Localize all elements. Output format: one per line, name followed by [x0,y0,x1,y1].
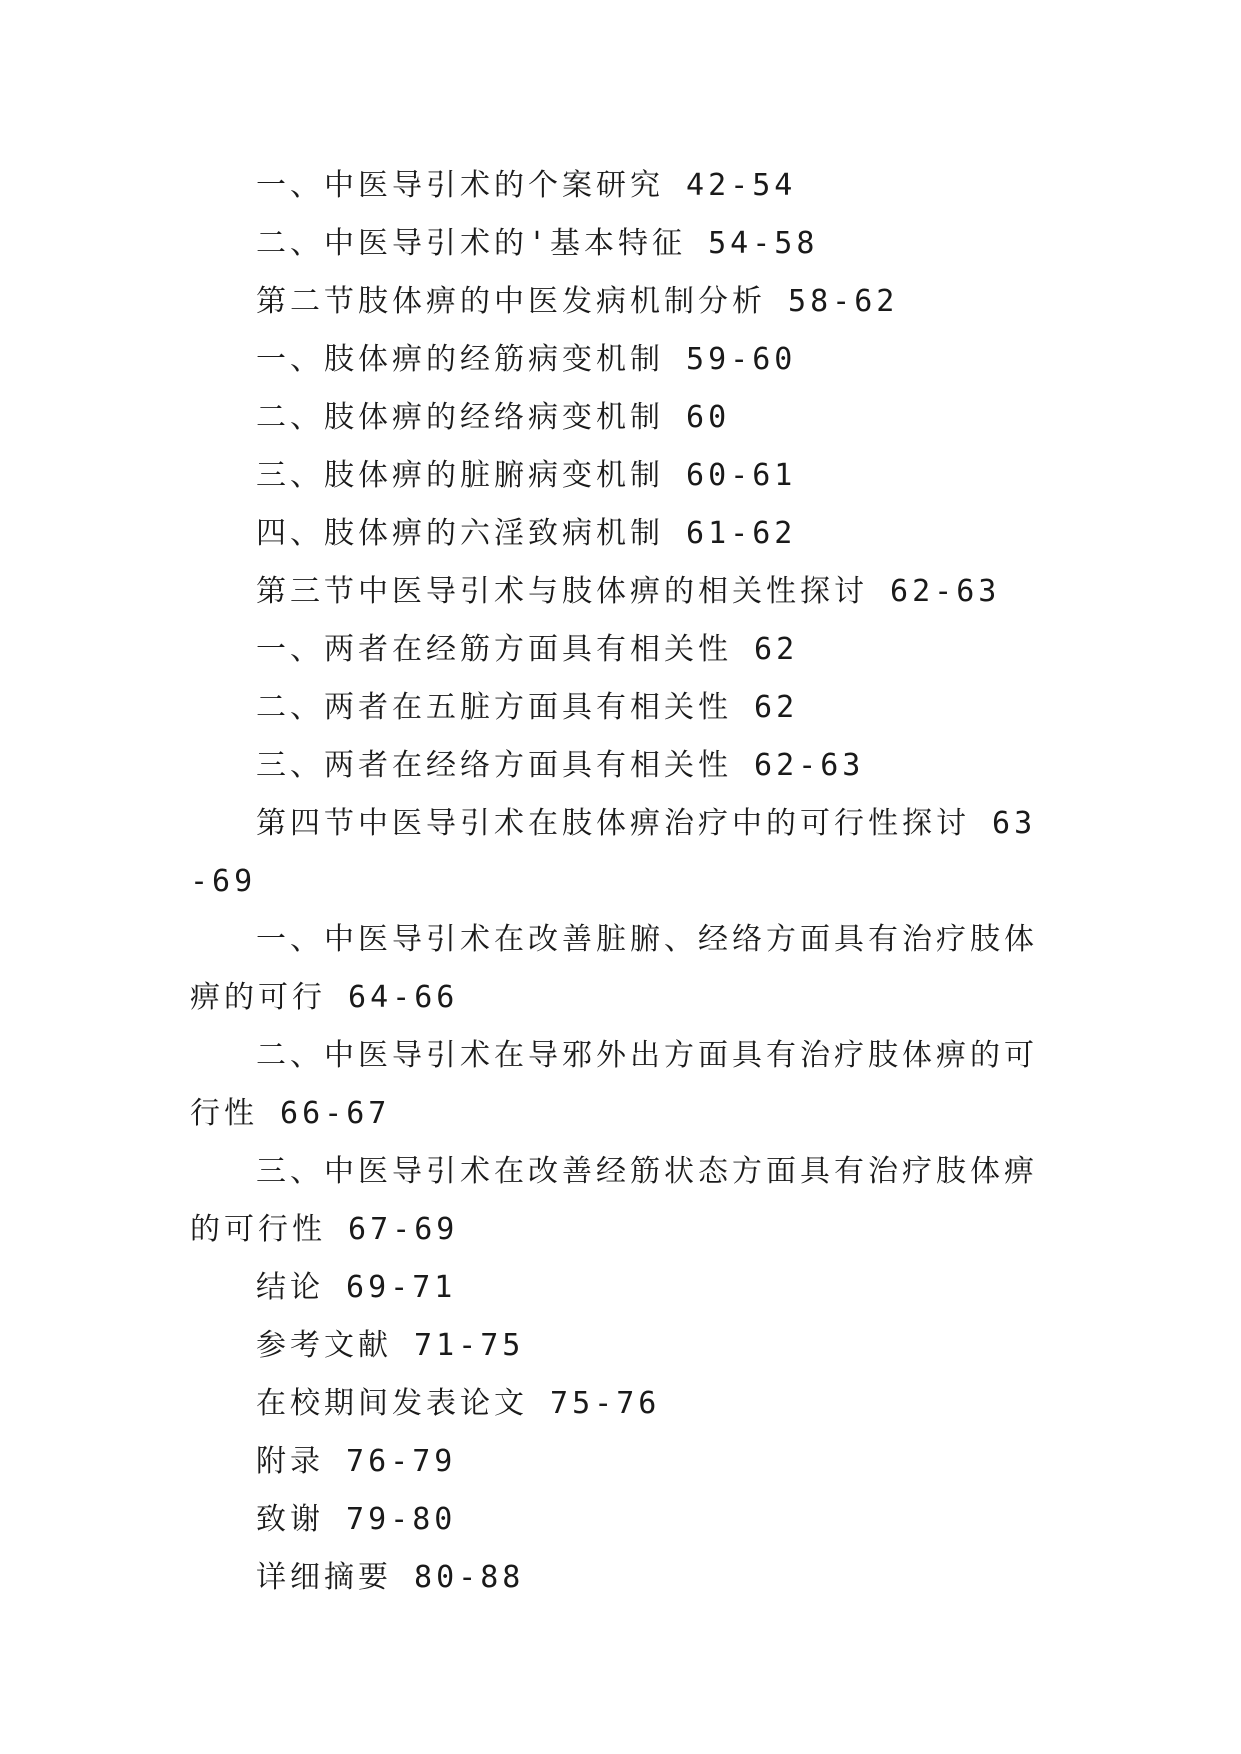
toc-entry: 二、中医导引术的'基本特征 54-58 [256,226,819,261]
toc-entry: 附录 76-79 [256,1444,457,1479]
toc-entry: 四、肢体痹的六淫致病机制 61-62 [256,516,797,551]
toc-entry: 二、两者在五脏方面具有相关性 62 [256,690,799,725]
toc-entry: 第二节肢体痹的中医发病机制分析 58-62 [256,284,899,319]
toc-entry: 详细摘要 80-88 [256,1560,525,1595]
toc-entry: 二、中医导引术在导邪外出方面具有治疗肢体痹的可行性 66-67 [190,1038,1038,1131]
toc-entry: 第三节中医导引术与肢体痹的相关性探讨 62-63 [256,574,1001,609]
toc-entry: 一、中医导引术在改善脏腑、经络方面具有治疗肢体痹的可行 64-66 [190,922,1038,1015]
toc-entry: 三、两者在经络方面具有相关性 62-63 [256,748,865,783]
toc-entry: 二、肢体痹的经络病变机制 60 [256,400,731,435]
toc-entry: 一、中医导引术的个案研究 42-54 [256,168,797,203]
toc-entry: 结论 69-71 [256,1270,457,1305]
toc-entry: 三、肢体痹的脏腑病变机制 60-61 [256,458,797,493]
toc-entry: 参考文献 71-75 [256,1328,525,1363]
toc-entry: 第四节中医导引术在肢体痹治疗中的可行性探讨 63-69 [190,806,1037,899]
toc-entry: 三、中医导引术在改善经筋状态方面具有治疗肢体痹的可行性 67-69 [190,1154,1038,1247]
toc-entry: 一、肢体痹的经筋病变机制 59-60 [256,342,797,377]
toc-entry: 致谢 79-80 [256,1502,457,1537]
toc-entry: 在校期间发表论文 75-76 [256,1386,661,1421]
toc-entry: 一、两者在经筋方面具有相关性 62 [256,632,799,667]
table-of-contents [190,157,1050,1607]
